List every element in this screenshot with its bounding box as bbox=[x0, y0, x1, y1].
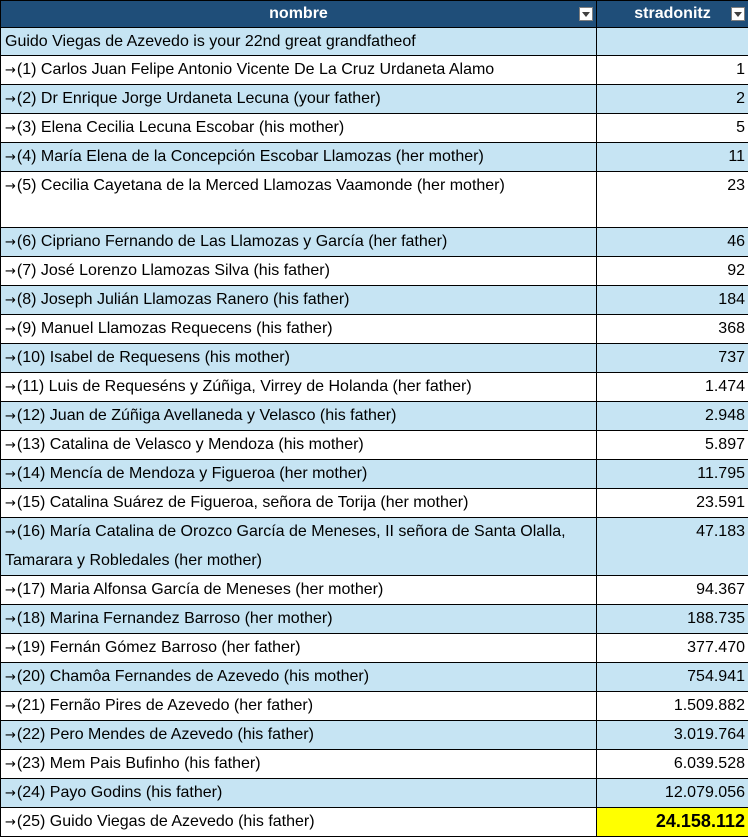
table-row bbox=[1, 489, 748, 518]
cell-nombre[interactable] bbox=[1, 344, 597, 373]
ancestor-name: (14) Mencía de Mendoza y Figueroa (her mother) bbox=[17, 465, 367, 482]
ancestor-name: (12) Juan de Zúñiga Avellaneda y Velasco (his father) bbox=[17, 407, 397, 424]
stradonitz-value: 92 bbox=[727, 262, 745, 279]
arrow-icon: → bbox=[5, 92, 16, 107]
arrow-icon: → bbox=[5, 293, 16, 308]
stradonitz-value: 1 bbox=[736, 61, 745, 78]
cell-stradonitz[interactable] bbox=[597, 518, 748, 576]
cell-stradonitz[interactable] bbox=[597, 460, 748, 489]
stradonitz-value: 11.795 bbox=[697, 465, 745, 482]
cell-nombre[interactable] bbox=[1, 172, 597, 228]
column-header-stradonitz[interactable] bbox=[597, 1, 748, 28]
arrow-icon: → bbox=[5, 438, 16, 453]
ancestor-name: (20) Chamôa Fernandes de Azevedo (his mother) bbox=[17, 668, 369, 685]
cell-nombre[interactable] bbox=[1, 750, 597, 779]
cell-stradonitz[interactable] bbox=[597, 750, 748, 779]
table-row bbox=[1, 692, 748, 721]
cell-nombre[interactable] bbox=[1, 808, 597, 837]
filter-dropdown-icon[interactable] bbox=[731, 7, 745, 21]
cell-nombre[interactable] bbox=[1, 518, 597, 576]
stradonitz-value: 46 bbox=[727, 233, 745, 250]
table-row bbox=[1, 431, 748, 460]
cell-stradonitz[interactable] bbox=[597, 56, 748, 85]
cell-stradonitz[interactable] bbox=[597, 143, 748, 172]
arrow-icon: → bbox=[5, 322, 16, 337]
arrow-icon: → bbox=[5, 728, 16, 743]
table-row bbox=[1, 85, 748, 114]
cell-stradonitz[interactable] bbox=[597, 315, 748, 344]
stradonitz-value: 2 bbox=[736, 90, 745, 107]
table-row bbox=[1, 28, 748, 56]
cell-stradonitz[interactable] bbox=[597, 228, 748, 257]
arrow-icon: → bbox=[5, 150, 16, 165]
stradonitz-value: 23 bbox=[727, 177, 745, 194]
arrow-icon: → bbox=[5, 496, 16, 511]
cell-stradonitz[interactable] bbox=[597, 692, 748, 721]
cell-nombre[interactable] bbox=[1, 460, 597, 489]
cell-nombre[interactable] bbox=[1, 315, 597, 344]
arrow-icon: → bbox=[5, 264, 16, 279]
ancestor-name: (13) Catalina de Velasco y Mendoza (his mother) bbox=[17, 436, 364, 453]
column-header-nombre[interactable] bbox=[1, 1, 597, 28]
cell-nombre[interactable] bbox=[1, 257, 597, 286]
cell-nombre[interactable] bbox=[1, 779, 597, 808]
ancestor-name: (19) Fernán Gómez Barroso (her father) bbox=[17, 639, 301, 656]
ancestor-name: Guido Viegas de Azevedo is your 22nd great grandfatheof bbox=[5, 33, 416, 50]
table-row bbox=[1, 143, 748, 172]
table-row bbox=[1, 257, 748, 286]
ancestor-name: (16) María Catalina de Orozco García de Meneses, II señora de Santa Olalla, Tamarara y Robledales (her mother) bbox=[5, 523, 566, 569]
cell-stradonitz[interactable] bbox=[597, 28, 748, 56]
stradonitz-value: 188.735 bbox=[687, 610, 745, 627]
table-row bbox=[1, 663, 748, 692]
cell-nombre[interactable] bbox=[1, 85, 597, 114]
stradonitz-value: 23.591 bbox=[696, 494, 745, 511]
column-header-label: nombre bbox=[269, 1, 328, 27]
cell-nombre[interactable] bbox=[1, 286, 597, 315]
stradonitz-value: 377.470 bbox=[687, 639, 745, 656]
cell-nombre[interactable] bbox=[1, 431, 597, 460]
arrow-icon: → bbox=[5, 467, 16, 482]
stradonitz-value: 368 bbox=[718, 320, 745, 337]
arrow-icon: → bbox=[5, 670, 16, 685]
table-row bbox=[1, 576, 748, 605]
arrow-icon: → bbox=[5, 63, 16, 78]
cell-stradonitz[interactable] bbox=[597, 373, 748, 402]
arrow-icon: → bbox=[5, 612, 16, 627]
table-row bbox=[1, 286, 748, 315]
cell-nombre[interactable] bbox=[1, 605, 597, 634]
stradonitz-value: 1.509.882 bbox=[674, 697, 745, 714]
table-row bbox=[1, 373, 748, 402]
arrow-icon: → bbox=[5, 235, 16, 250]
stradonitz-value: 6.039.528 bbox=[674, 755, 745, 772]
stradonitz-value: 754.941 bbox=[687, 668, 745, 685]
cell-stradonitz[interactable] bbox=[597, 257, 748, 286]
cell-stradonitz[interactable] bbox=[597, 808, 748, 837]
ancestor-name: (2) Dr Enrique Jorge Urdaneta Lecuna (your father) bbox=[17, 90, 381, 107]
cell-nombre[interactable] bbox=[1, 143, 597, 172]
cell-nombre[interactable] bbox=[1, 663, 597, 692]
cell-stradonitz[interactable] bbox=[597, 663, 748, 692]
arrow-icon: → bbox=[5, 757, 16, 772]
cell-stradonitz[interactable] bbox=[597, 576, 748, 605]
table-row bbox=[1, 402, 748, 431]
table-row bbox=[1, 460, 748, 489]
stradonitz-value: 11 bbox=[728, 148, 745, 165]
ancestor-name: (4) María Elena de la Concepción Escobar Llamozas (her mother) bbox=[17, 148, 484, 165]
ancestor-name: (8) Joseph Julián Llamozas Ranero (his father) bbox=[17, 291, 350, 308]
cell-nombre[interactable] bbox=[1, 228, 597, 257]
table-row bbox=[1, 56, 748, 85]
cell-nombre[interactable] bbox=[1, 634, 597, 663]
cell-stradonitz[interactable] bbox=[597, 605, 748, 634]
cell-stradonitz[interactable] bbox=[597, 402, 748, 431]
stradonitz-value: 24.158.112 bbox=[656, 811, 745, 831]
ancestor-name: (18) Marina Fernandez Barroso (her mother) bbox=[17, 610, 333, 627]
table-row bbox=[1, 634, 748, 663]
cell-stradonitz[interactable] bbox=[597, 172, 748, 228]
table-row bbox=[1, 114, 748, 143]
ancestor-name: (25) Guido Viegas de Azevedo (his father) bbox=[17, 813, 315, 830]
cell-stradonitz[interactable] bbox=[597, 114, 748, 143]
arrow-icon: → bbox=[5, 641, 16, 656]
ancestor-name: (24) Payo Godins (his father) bbox=[17, 784, 222, 801]
table-row bbox=[1, 750, 748, 779]
stradonitz-value: 94.367 bbox=[696, 581, 745, 598]
arrow-icon: → bbox=[5, 786, 16, 801]
ancestor-name: (3) Elena Cecilia Lecuna Escobar (his mother) bbox=[17, 119, 344, 136]
cell-stradonitz[interactable] bbox=[597, 431, 748, 460]
cell-nombre[interactable] bbox=[1, 114, 597, 143]
cell-stradonitz[interactable] bbox=[597, 344, 748, 373]
table-row bbox=[1, 721, 748, 750]
ancestor-name: (17) Maria Alfonsa García de Meneses (her mother) bbox=[17, 581, 383, 598]
stradonitz-value: 47.183 bbox=[696, 523, 745, 540]
stradonitz-value: 184 bbox=[718, 291, 745, 308]
stradonitz-value: 1.474 bbox=[705, 378, 745, 395]
arrow-icon: → bbox=[5, 409, 16, 424]
ancestor-name: (9) Manuel Llamozas Requecens (his father) bbox=[17, 320, 333, 337]
arrow-icon: → bbox=[5, 699, 16, 714]
stradonitz-value: 12.079.056 bbox=[665, 784, 745, 801]
table-row bbox=[1, 779, 748, 808]
cell-nombre[interactable] bbox=[1, 402, 597, 431]
cell-stradonitz[interactable] bbox=[597, 286, 748, 315]
filter-dropdown-icon[interactable] bbox=[579, 7, 593, 21]
cell-stradonitz[interactable] bbox=[597, 634, 748, 663]
table-row bbox=[1, 315, 748, 344]
column-header-label: stradonitz bbox=[634, 1, 710, 27]
cell-nombre[interactable] bbox=[1, 28, 597, 56]
arrow-icon: → bbox=[5, 583, 16, 598]
cell-nombre[interactable] bbox=[1, 56, 597, 85]
table-row bbox=[1, 518, 748, 576]
cell-stradonitz[interactable] bbox=[597, 721, 748, 750]
stradonitz-value: 3.019.764 bbox=[674, 726, 745, 743]
ancestor-name: (15) Catalina Suárez de Figueroa, señora de Torija (her mother) bbox=[17, 494, 469, 511]
ancestor-name: (5) Cecilia Cayetana de la Merced Llamozas Vaamonde (her mother) bbox=[17, 177, 505, 194]
ancestor-name: (6) Cipriano Fernando de Las Llamozas y García (her father) bbox=[17, 233, 447, 250]
ancestor-name: (21) Fernão Pires de Azevedo (her father) bbox=[17, 697, 313, 714]
cell-stradonitz[interactable] bbox=[597, 779, 748, 808]
table-row bbox=[1, 808, 748, 837]
cell-nombre[interactable] bbox=[1, 373, 597, 402]
table-row bbox=[1, 605, 748, 634]
ancestor-name: (11) Luis de Requeséns y Zúñiga, Virrey de Holanda (her father) bbox=[17, 378, 472, 395]
ancestor-name: (10) Isabel de Requesens (his mother) bbox=[17, 349, 290, 366]
arrow-icon: → bbox=[5, 380, 16, 395]
cell-nombre[interactable] bbox=[1, 692, 597, 721]
cell-nombre[interactable] bbox=[1, 721, 597, 750]
table-row bbox=[1, 228, 748, 257]
cell-nombre[interactable] bbox=[1, 489, 597, 518]
cell-stradonitz[interactable] bbox=[597, 85, 748, 114]
arrow-icon: → bbox=[5, 815, 16, 830]
arrow-icon: → bbox=[5, 121, 16, 136]
header-row bbox=[1, 1, 748, 28]
stradonitz-value: 2.948 bbox=[705, 407, 745, 424]
arrow-icon: → bbox=[5, 179, 16, 194]
table-row bbox=[1, 344, 748, 373]
cell-stradonitz[interactable] bbox=[597, 489, 748, 518]
stradonitz-value: 737 bbox=[718, 349, 745, 366]
stradonitz-value: 5.897 bbox=[705, 436, 745, 453]
ancestor-name: (1) Carlos Juan Felipe Antonio Vicente De La Cruz Urdaneta Alamo bbox=[17, 61, 494, 78]
arrow-icon: → bbox=[5, 351, 16, 366]
table-row bbox=[1, 172, 748, 228]
ancestor-name: (22) Pero Mendes de Azevedo (his father) bbox=[17, 726, 314, 743]
cell-nombre[interactable] bbox=[1, 576, 597, 605]
ancestor-name: (7) José Lorenzo Llamozas Silva (his father) bbox=[17, 262, 330, 279]
arrow-icon: → bbox=[5, 525, 16, 540]
stradonitz-value: 5 bbox=[736, 119, 745, 136]
ancestor-name: (23) Mem Pais Bufinho (his father) bbox=[17, 755, 261, 772]
